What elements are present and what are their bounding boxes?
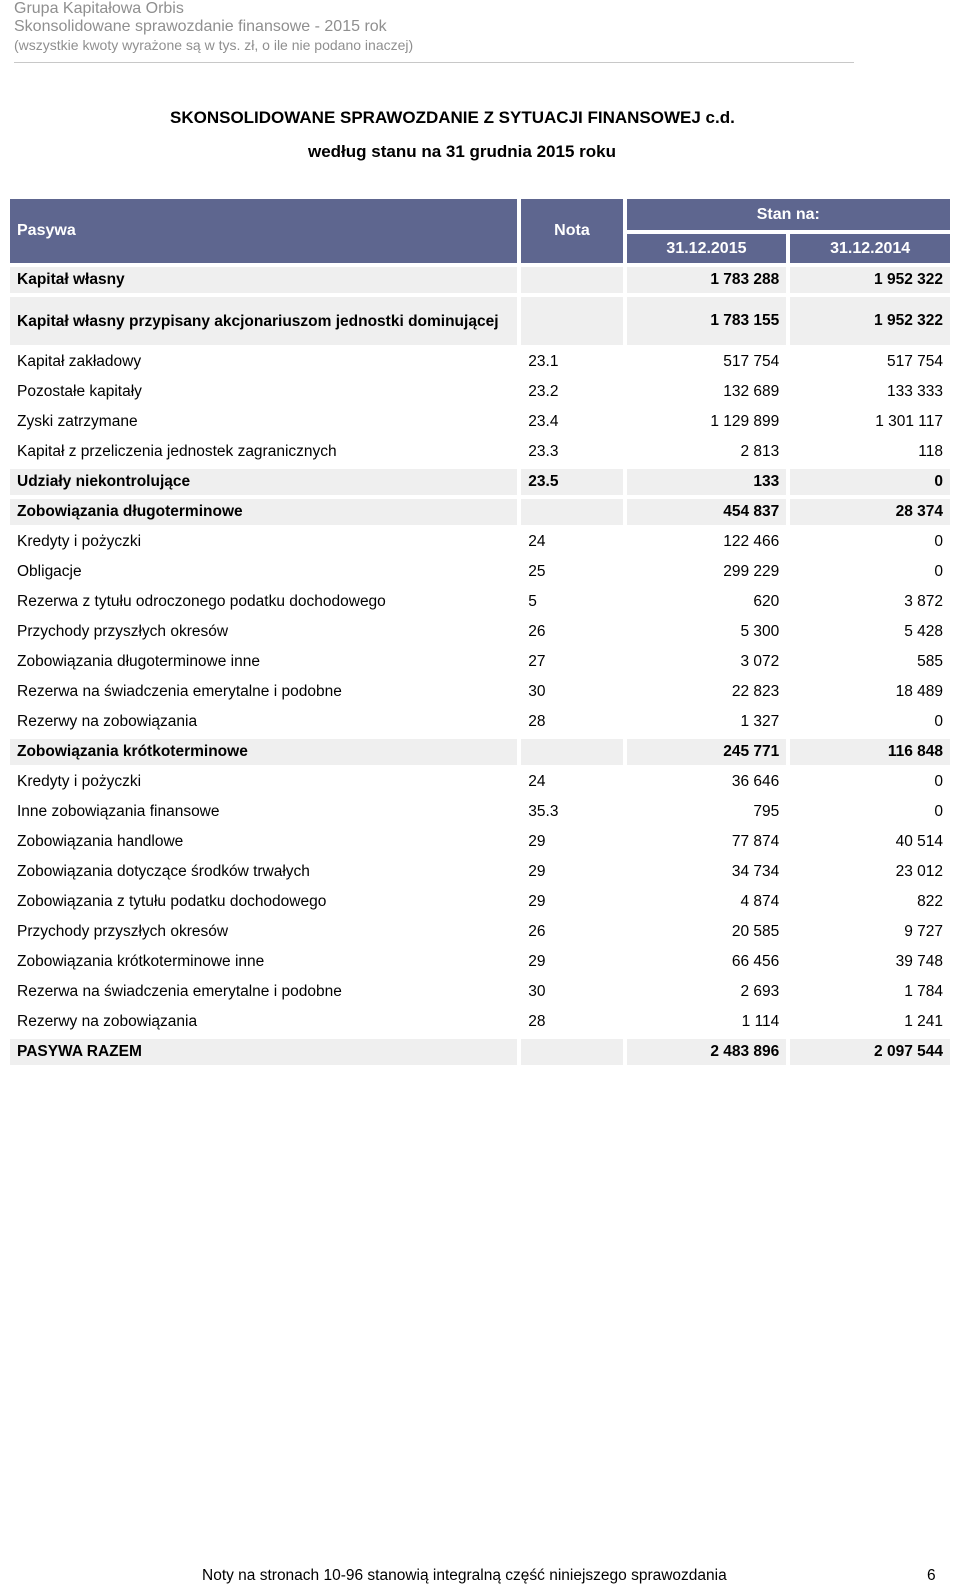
- row-note: 23.2: [528, 383, 559, 400]
- row-label: Kredyty i pożyczki: [17, 773, 142, 790]
- row-value-2015: 245 771: [627, 739, 787, 765]
- row-label: Kapitał własny przypisany akcjonariuszom jednostki dominującej: [10, 297, 517, 345]
- table-row: [10, 739, 950, 765]
- row-value-2015: 133: [627, 469, 787, 495]
- row-value-2015: 2 483 896: [627, 1039, 787, 1065]
- row-note: 30: [528, 983, 546, 1000]
- row-value-2014: 1 241: [904, 1013, 943, 1030]
- statement-title: SKONSOLIDOWANE SPRAWOZDANIE Z SYTUACJI FINANSOWEJ c.d.: [170, 108, 735, 127]
- header-date-2015: 31.12.2015: [627, 234, 787, 263]
- row-value-2014: 23 012: [895, 863, 943, 880]
- row-value-2014: 0: [934, 713, 943, 730]
- row-note: 29: [528, 893, 546, 910]
- row-label: Zobowiązania handlowe: [17, 833, 184, 850]
- row-label: Rezerwa na świadczenia emerytalne i podobne: [17, 683, 342, 700]
- row-label: Zobowiązania dotyczące środków trwałych: [17, 863, 310, 880]
- row-value-2015: 20 585: [731, 923, 780, 940]
- row-value-2015: 36 646: [731, 773, 780, 790]
- currency-note: (wszystkie kwoty wyrażone są w tys. zł, o ile nie podano inaczej): [14, 37, 414, 53]
- row-label: Przychody przyszłych okresów: [17, 923, 229, 940]
- table-row: [10, 859, 950, 885]
- row-value-2014: 1 784: [904, 983, 943, 1000]
- row-label: Kapitał własny: [10, 267, 517, 293]
- table-row: [10, 297, 950, 345]
- row-value-2015: 132 689: [723, 383, 780, 400]
- row-value-2014: 3 872: [904, 593, 943, 610]
- row-label: Rezerwa z tytułu odroczonego podatku dochodowego: [17, 593, 386, 610]
- row-value-2014: 2 097 544: [790, 1039, 950, 1065]
- row-note: 23.3: [528, 443, 559, 460]
- row-value-2015: 517 754: [723, 353, 780, 370]
- row-note: [521, 1039, 622, 1065]
- row-value-2015: 66 456: [731, 953, 780, 970]
- row-note: 5: [528, 593, 537, 610]
- report-name: Skonsolidowane sprawozdanie finansowe - 2015 rok: [14, 18, 387, 35]
- row-value-2015: 1 129 899: [710, 413, 780, 430]
- table-row: [10, 829, 950, 855]
- header-nota: Nota: [521, 199, 622, 263]
- row-value-2014: 18 489: [895, 683, 943, 700]
- row-value-2015: 5 300: [740, 623, 780, 640]
- table-row: [10, 679, 950, 705]
- row-label: PASYWA RAZEM: [10, 1039, 517, 1065]
- row-value-2015: 1 327: [740, 713, 780, 730]
- row-note: 24: [528, 773, 546, 790]
- row-value-2015: 3 072: [740, 653, 780, 670]
- table-row: [10, 559, 950, 585]
- row-label: Rezerwa na świadczenia emerytalne i podobne: [17, 983, 342, 1000]
- row-value-2015: 122 466: [723, 533, 780, 550]
- row-note: 26: [528, 923, 546, 940]
- row-note: 23.5: [521, 469, 622, 495]
- row-value-2014: 0: [934, 803, 943, 820]
- row-note: [521, 499, 622, 525]
- row-value-2015: 4 874: [740, 893, 780, 910]
- row-label: Zyski zatrzymane: [17, 413, 138, 430]
- table-row: [10, 1039, 950, 1065]
- table-row: [10, 649, 950, 675]
- table-row: [10, 709, 950, 735]
- row-value-2014: 28 374: [790, 499, 950, 525]
- row-label: Zobowiązania z tytułu podatku dochodowego: [17, 893, 327, 910]
- table-row: [10, 267, 950, 293]
- row-value-2014: 116 848: [790, 739, 950, 765]
- row-label: Kredyty i pożyczki: [17, 533, 142, 550]
- row-label: Udziały niekontrolujące: [10, 469, 517, 495]
- row-label: Zobowiązania krótkoterminowe inne: [17, 953, 265, 970]
- row-value-2015: 1 783 155: [627, 297, 787, 345]
- row-note: 29: [528, 833, 546, 850]
- row-value-2014: 118: [918, 443, 943, 460]
- row-value-2014: 517 754: [886, 353, 943, 370]
- row-value-2014: 822: [917, 893, 943, 910]
- row-label: Kapitał z przeliczenia jednostek zagranicznych: [17, 443, 337, 460]
- row-value-2014: 5 428: [904, 623, 943, 640]
- row-value-2015: 2 693: [740, 983, 780, 1000]
- row-label: Rezerwy na zobowiązania: [17, 1013, 198, 1030]
- liabilities-table: [6, 195, 954, 1069]
- row-value-2015: 2 813: [740, 443, 780, 460]
- row-value-2014: 0: [934, 773, 943, 790]
- row-note: 30: [528, 683, 546, 700]
- row-value-2014: 0: [934, 533, 943, 550]
- table-row: [10, 949, 950, 975]
- row-note: 28: [528, 713, 546, 730]
- table-row: [10, 619, 950, 645]
- table-row: [10, 379, 950, 405]
- row-label: Inne zobowiązania finansowe: [17, 803, 220, 820]
- table-row: [10, 529, 950, 555]
- table-row: [10, 439, 950, 465]
- row-value-2014: 40 514: [895, 833, 943, 850]
- row-value-2014: 0: [790, 469, 950, 495]
- row-value-2015: 1 114: [741, 1013, 780, 1030]
- row-label: Pozostałe kapitały: [17, 383, 142, 400]
- company-name: Grupa Kapitałowa Orbis: [14, 0, 184, 17]
- row-value-2015: 1 783 288: [627, 267, 787, 293]
- row-value-2014: 1 301 117: [875, 413, 943, 430]
- row-value-2015: 620: [753, 593, 780, 610]
- table-row: [10, 1009, 950, 1035]
- row-label: Zobowiązania krótkoterminowe: [10, 739, 517, 765]
- page-number: 6: [927, 1567, 936, 1584]
- row-value-2015: 299 229: [723, 563, 780, 580]
- table-row: [10, 799, 950, 825]
- row-note: 23.4: [528, 413, 559, 430]
- row-value-2014: 1 952 322: [790, 267, 950, 293]
- row-value-2015: 77 874: [731, 833, 780, 850]
- row-label: Rezerwy na zobowiązania: [17, 713, 198, 730]
- row-label: Zobowiązania długoterminowe: [10, 499, 517, 525]
- row-note: 29: [528, 953, 546, 970]
- table-row: [10, 769, 950, 795]
- row-note: [521, 297, 622, 345]
- row-note: 26: [528, 623, 546, 640]
- table-body: [10, 267, 950, 1065]
- statement-subtitle: według stanu na 31 grudnia 2015 roku: [308, 142, 616, 161]
- header-stan-na: Stan na:: [627, 199, 950, 230]
- row-note: 28: [528, 1013, 546, 1030]
- row-value-2014: 585: [917, 653, 943, 670]
- row-value-2015: 454 837: [627, 499, 787, 525]
- row-label: Obligacje: [17, 563, 82, 580]
- table-row: [10, 469, 950, 495]
- row-note: 27: [528, 653, 546, 670]
- row-value-2014: 1 952 322: [790, 297, 950, 345]
- row-value-2014: 0: [934, 563, 943, 580]
- row-note: 24: [528, 533, 546, 550]
- row-value-2015: 34 734: [731, 863, 780, 880]
- row-value-2014: 133 333: [886, 383, 943, 400]
- footer-note: Noty na stronach 10-96 stanowią integralną część niniejszego sprawozdania: [202, 1567, 727, 1584]
- table-row: [10, 919, 950, 945]
- row-value-2015: 22 823: [731, 683, 780, 700]
- row-note: 29: [528, 863, 546, 880]
- row-note: [521, 267, 622, 293]
- row-note: 23.1: [528, 353, 559, 370]
- header-date-2014: 31.12.2014: [790, 234, 950, 263]
- row-value-2014: 9 727: [904, 923, 943, 940]
- table-row: [10, 889, 950, 915]
- row-value-2014: 39 748: [895, 953, 943, 970]
- table-row: [10, 349, 950, 375]
- header-pasywa: Pasywa: [10, 199, 517, 263]
- table-row: [10, 409, 950, 435]
- row-note: [521, 739, 622, 765]
- row-label: Zobowiązania długoterminowe inne: [17, 653, 260, 670]
- row-note: 35.3: [528, 803, 559, 820]
- table-row: [10, 589, 950, 615]
- row-label: Przychody przyszłych okresów: [17, 623, 229, 640]
- row-value-2015: 795: [753, 803, 780, 820]
- table-row: [10, 979, 950, 1005]
- table-row: [10, 499, 950, 525]
- page-header: [14, 0, 854, 63]
- row-note: 25: [528, 563, 546, 580]
- row-label: Kapitał zakładowy: [17, 353, 142, 370]
